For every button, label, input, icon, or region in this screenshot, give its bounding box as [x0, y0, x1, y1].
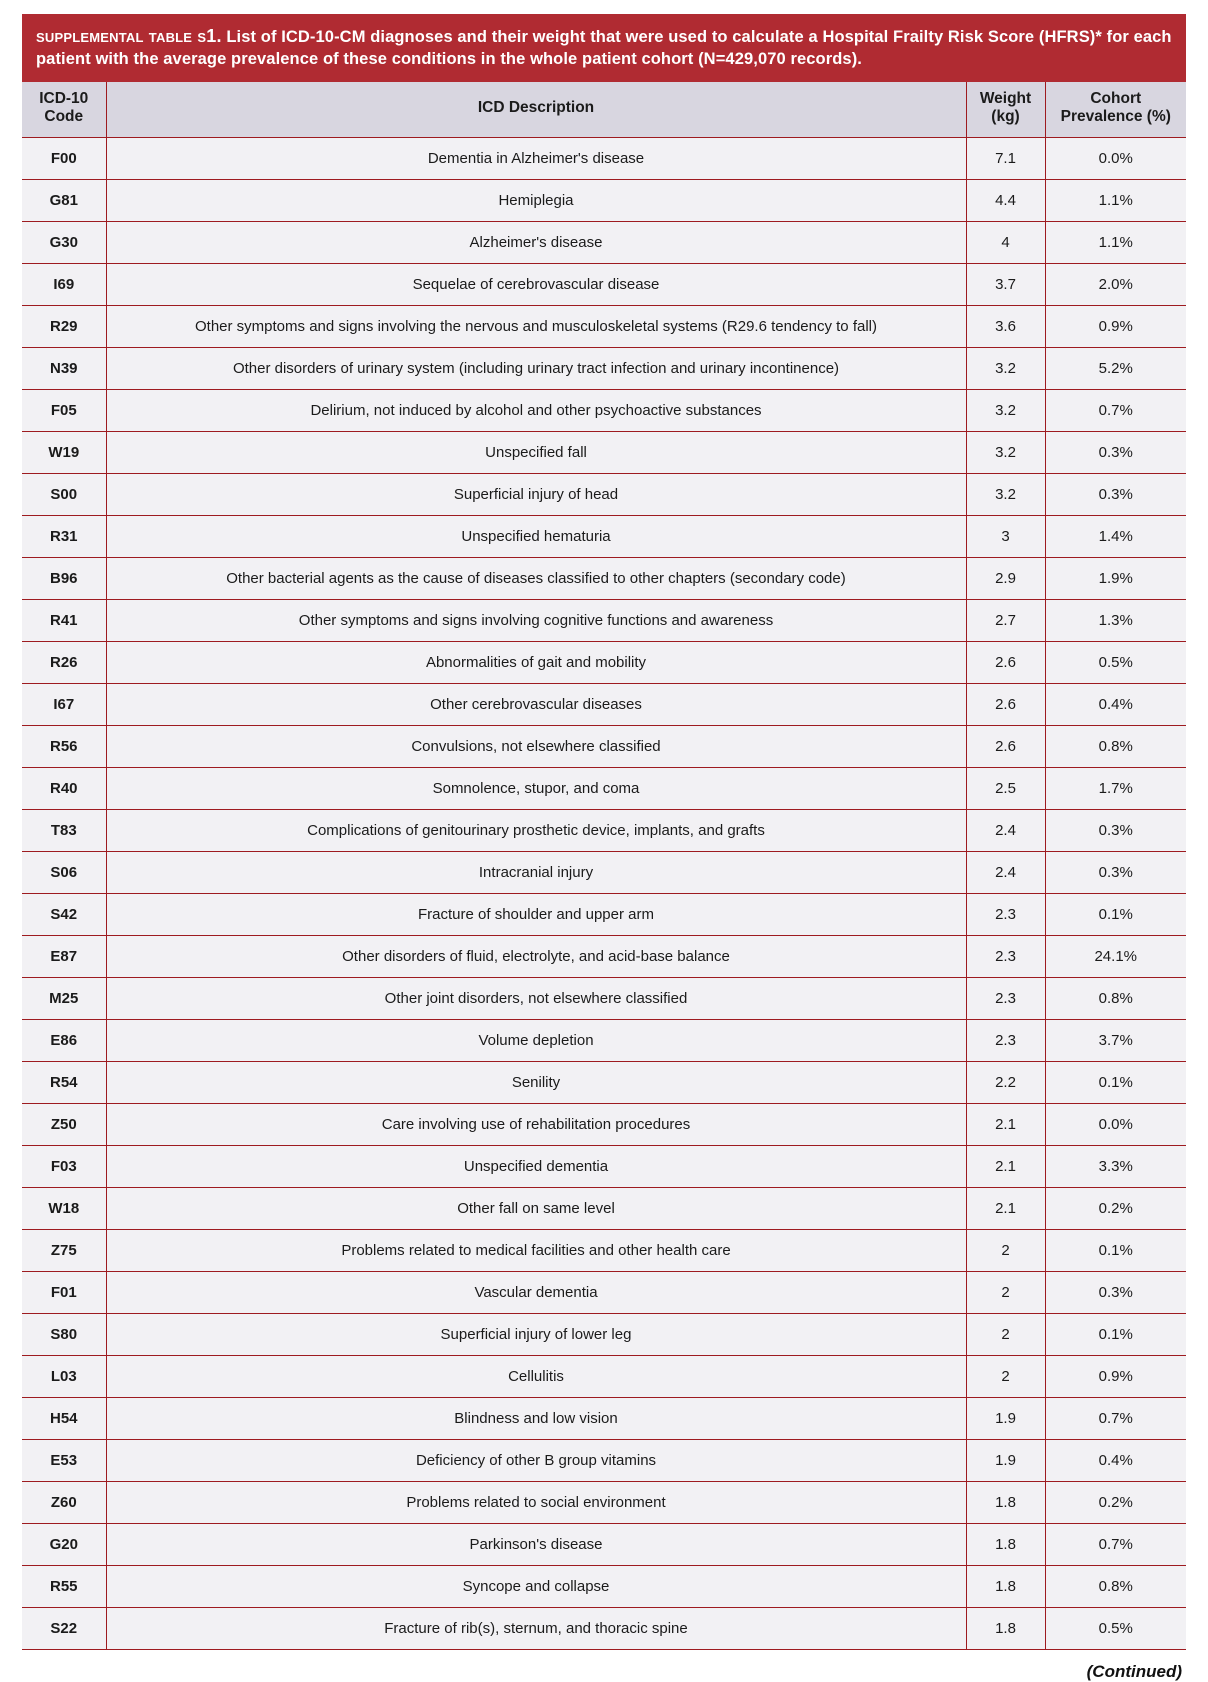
cell-icd-code: E53 [22, 1440, 106, 1482]
cell-icd-code: F01 [22, 1272, 106, 1314]
cell-icd-code: R55 [22, 1566, 106, 1608]
cell-icd-description: Senility [106, 1062, 966, 1104]
cell-icd-description: Other cerebrovascular diseases [106, 684, 966, 726]
cell-weight: 2.3 [966, 1020, 1045, 1062]
cell-cohort-prevalence: 0.4% [1045, 1440, 1186, 1482]
cell-icd-code: Z50 [22, 1104, 106, 1146]
cell-cohort-prevalence: 0.3% [1045, 1272, 1186, 1314]
cell-cohort-prevalence: 0.7% [1045, 390, 1186, 432]
cell-icd-code: B96 [22, 558, 106, 600]
cell-weight: 4.4 [966, 180, 1045, 222]
cell-weight: 2.2 [966, 1062, 1045, 1104]
table-row [22, 1062, 1186, 1104]
cell-icd-code: Z60 [22, 1482, 106, 1524]
column-header-icd-description: ICD Description [106, 82, 966, 138]
cell-cohort-prevalence: 0.3% [1045, 810, 1186, 852]
cell-weight: 3 [966, 516, 1045, 558]
icd-weights-table [22, 82, 1186, 1651]
cell-icd-code: I67 [22, 684, 106, 726]
table-row [22, 1524, 1186, 1566]
table-body [22, 138, 1186, 1650]
cell-icd-code: R54 [22, 1062, 106, 1104]
cell-cohort-prevalence: 1.4% [1045, 516, 1186, 558]
cell-icd-code: S22 [22, 1608, 106, 1650]
cell-icd-description: Other disorders of fluid, electrolyte, and acid-base balance [106, 936, 966, 978]
cell-cohort-prevalence: 0.8% [1045, 978, 1186, 1020]
cell-icd-description: Fracture of rib(s), sternum, and thoracic spine [106, 1608, 966, 1650]
table-row [22, 936, 1186, 978]
table-row [22, 852, 1186, 894]
cell-cohort-prevalence: 2.0% [1045, 264, 1186, 306]
cell-icd-description: Abnormalities of gait and mobility [106, 642, 966, 684]
cell-icd-description: Dementia in Alzheimer's disease [106, 138, 966, 180]
cell-weight: 2.4 [966, 810, 1045, 852]
table-row [22, 726, 1186, 768]
cell-icd-description: Superficial injury of head [106, 474, 966, 516]
cell-weight: 2.3 [966, 936, 1045, 978]
cell-icd-description: Parkinson's disease [106, 1524, 966, 1566]
cell-weight: 1.8 [966, 1608, 1045, 1650]
table-row [22, 1146, 1186, 1188]
cell-weight: 2 [966, 1356, 1045, 1398]
table-title-banner [22, 14, 1186, 82]
table-row [22, 432, 1186, 474]
cell-weight: 2.1 [966, 1104, 1045, 1146]
cell-icd-code: M25 [22, 978, 106, 1020]
cell-weight: 3.7 [966, 264, 1045, 306]
cell-icd-description: Blindness and low vision [106, 1398, 966, 1440]
cell-icd-description: Cellulitis [106, 1356, 966, 1398]
cell-cohort-prevalence: 0.1% [1045, 1230, 1186, 1272]
cell-weight: 2.1 [966, 1188, 1045, 1230]
cell-weight: 2.6 [966, 726, 1045, 768]
cell-cohort-prevalence: 3.3% [1045, 1146, 1186, 1188]
cell-weight: 3.2 [966, 390, 1045, 432]
column-header-icd-code: ICD-10 Code [22, 82, 106, 138]
cell-weight: 1.8 [966, 1566, 1045, 1608]
cell-icd-code: Z75 [22, 1230, 106, 1272]
table-row [22, 642, 1186, 684]
table-row [22, 1230, 1186, 1272]
cell-icd-code: I69 [22, 264, 106, 306]
cell-weight: 2.7 [966, 600, 1045, 642]
cell-weight: 2.3 [966, 894, 1045, 936]
cell-icd-code: E86 [22, 1020, 106, 1062]
table-row [22, 348, 1186, 390]
cell-weight: 2.6 [966, 684, 1045, 726]
cell-cohort-prevalence: 24.1% [1045, 936, 1186, 978]
cell-cohort-prevalence: 0.0% [1045, 138, 1186, 180]
cell-cohort-prevalence: 0.1% [1045, 894, 1186, 936]
cell-icd-code: S80 [22, 1314, 106, 1356]
table-row [22, 1608, 1186, 1650]
cell-weight: 2.5 [966, 768, 1045, 810]
cell-icd-code: R56 [22, 726, 106, 768]
cell-cohort-prevalence: 0.5% [1045, 642, 1186, 684]
cell-icd-description: Syncope and collapse [106, 1566, 966, 1608]
cell-cohort-prevalence: 0.7% [1045, 1398, 1186, 1440]
table-row [22, 768, 1186, 810]
cell-weight: 1.9 [966, 1440, 1045, 1482]
cell-icd-description: Unspecified hematuria [106, 516, 966, 558]
cell-weight: 4 [966, 222, 1045, 264]
cell-cohort-prevalence: 0.1% [1045, 1062, 1186, 1104]
cell-cohort-prevalence: 0.9% [1045, 306, 1186, 348]
table-row [22, 1188, 1186, 1230]
cell-icd-description: Volume depletion [106, 1020, 966, 1062]
table-row [22, 264, 1186, 306]
table-row [22, 684, 1186, 726]
cell-icd-description: Deficiency of other B group vitamins [106, 1440, 966, 1482]
cell-icd-description: Other fall on same level [106, 1188, 966, 1230]
cell-weight: 2.6 [966, 642, 1045, 684]
cell-icd-code: G81 [22, 180, 106, 222]
cell-cohort-prevalence: 0.7% [1045, 1524, 1186, 1566]
table-row [22, 558, 1186, 600]
cell-icd-code: F03 [22, 1146, 106, 1188]
cell-icd-code: R29 [22, 306, 106, 348]
table-row [22, 1440, 1186, 1482]
table-row [22, 810, 1186, 852]
cell-cohort-prevalence: 0.1% [1045, 1314, 1186, 1356]
cell-icd-description: Problems related to social environment [106, 1482, 966, 1524]
cell-cohort-prevalence: 0.2% [1045, 1188, 1186, 1230]
table-row [22, 1482, 1186, 1524]
cell-icd-description: Other joint disorders, not elsewhere classified [106, 978, 966, 1020]
cell-cohort-prevalence: 0.8% [1045, 1566, 1186, 1608]
table-row [22, 1020, 1186, 1062]
table-row [22, 1104, 1186, 1146]
cell-cohort-prevalence: 0.3% [1045, 852, 1186, 894]
cell-cohort-prevalence: 1.3% [1045, 600, 1186, 642]
cell-icd-code: S06 [22, 852, 106, 894]
cell-icd-description: Intracranial injury [106, 852, 966, 894]
cell-icd-description: Hemiplegia [106, 180, 966, 222]
cell-icd-description: Unspecified dementia [106, 1146, 966, 1188]
cell-weight: 1.9 [966, 1398, 1045, 1440]
cell-weight: 2.4 [966, 852, 1045, 894]
cell-cohort-prevalence: 0.9% [1045, 1356, 1186, 1398]
cell-icd-code: S00 [22, 474, 106, 516]
cell-weight: 2 [966, 1272, 1045, 1314]
cell-icd-code: F05 [22, 390, 106, 432]
cell-cohort-prevalence: 1.9% [1045, 558, 1186, 600]
cell-icd-code: S42 [22, 894, 106, 936]
cell-weight: 1.8 [966, 1482, 1045, 1524]
cell-cohort-prevalence: 0.4% [1045, 684, 1186, 726]
table-row [22, 1398, 1186, 1440]
cell-icd-description: Other disorders of urinary system (including urinary tract infection and urinary incontinence) [106, 348, 966, 390]
table-row [22, 1566, 1186, 1608]
cell-icd-description: Superficial injury of lower leg [106, 1314, 966, 1356]
cell-icd-description: Other symptoms and signs involving the nervous and musculoskeletal systems (R29.6 tendency to fall) [106, 306, 966, 348]
table-header [22, 82, 1186, 138]
page-title [36, 24, 1172, 71]
table-header-row [22, 82, 1186, 138]
cell-icd-code: G20 [22, 1524, 106, 1566]
cell-icd-description: Delirium, not induced by alcohol and other psychoactive substances [106, 390, 966, 432]
cell-cohort-prevalence: 0.3% [1045, 432, 1186, 474]
table-row [22, 600, 1186, 642]
cell-icd-code: W19 [22, 432, 106, 474]
cell-cohort-prevalence: 0.8% [1045, 726, 1186, 768]
table-row [22, 390, 1186, 432]
table-row [22, 306, 1186, 348]
cell-weight: 2.1 [966, 1146, 1045, 1188]
table-row [22, 1356, 1186, 1398]
cell-cohort-prevalence: 0.3% [1045, 474, 1186, 516]
cell-icd-code: L03 [22, 1356, 106, 1398]
table-row [22, 894, 1186, 936]
table-title-prefix: supplemental table s1. [36, 26, 222, 46]
cell-icd-code: E87 [22, 936, 106, 978]
cell-cohort-prevalence: 1.1% [1045, 222, 1186, 264]
cell-weight: 7.1 [966, 138, 1045, 180]
cell-weight: 3.2 [966, 474, 1045, 516]
cell-weight: 3.6 [966, 306, 1045, 348]
cell-icd-description: Care involving use of rehabilitation procedures [106, 1104, 966, 1146]
table-row [22, 516, 1186, 558]
cell-cohort-prevalence: 1.1% [1045, 180, 1186, 222]
table-row [22, 222, 1186, 264]
cell-cohort-prevalence: 0.5% [1045, 1608, 1186, 1650]
cell-icd-description: Other bacterial agents as the cause of diseases classified to other chapters (secondary code) [106, 558, 966, 600]
continued-note: (Continued) [1086, 1662, 1182, 1682]
cell-icd-description: Unspecified fall [106, 432, 966, 474]
column-header-cohort-prevalence: Cohort Prevalence (%) [1045, 82, 1186, 138]
cell-icd-description: Somnolence, stupor, and coma [106, 768, 966, 810]
cell-icd-description: Alzheimer's disease [106, 222, 966, 264]
cell-cohort-prevalence: 0.0% [1045, 1104, 1186, 1146]
cell-icd-code: N39 [22, 348, 106, 390]
cell-icd-code: W18 [22, 1188, 106, 1230]
cell-weight: 3.2 [966, 432, 1045, 474]
cell-cohort-prevalence: 5.2% [1045, 348, 1186, 390]
cell-icd-description: Fracture of shoulder and upper arm [106, 894, 966, 936]
cell-icd-description: Other symptoms and signs involving cognitive functions and awareness [106, 600, 966, 642]
cell-cohort-prevalence: 3.7% [1045, 1020, 1186, 1062]
table-row [22, 138, 1186, 180]
cell-weight: 1.8 [966, 1524, 1045, 1566]
table-row [22, 978, 1186, 1020]
cell-icd-code: H54 [22, 1398, 106, 1440]
cell-icd-description: Problems related to medical facilities and other health care [106, 1230, 966, 1272]
cell-icd-code: R26 [22, 642, 106, 684]
cell-icd-description: Convulsions, not elsewhere classified [106, 726, 966, 768]
cell-icd-code: R31 [22, 516, 106, 558]
cell-weight: 3.2 [966, 348, 1045, 390]
cell-icd-code: T83 [22, 810, 106, 852]
table-row [22, 474, 1186, 516]
cell-weight: 2.9 [966, 558, 1045, 600]
cell-icd-description: Complications of genitourinary prosthetic device, implants, and grafts [106, 810, 966, 852]
cell-weight: 2.3 [966, 978, 1045, 1020]
cell-icd-code: G30 [22, 222, 106, 264]
table-row [22, 1272, 1186, 1314]
cell-icd-description: Vascular dementia [106, 1272, 966, 1314]
cell-icd-code: F00 [22, 138, 106, 180]
cell-icd-code: R40 [22, 768, 106, 810]
column-header-weight: Weight (kg) [966, 82, 1045, 138]
table-row [22, 1314, 1186, 1356]
table-title-body: List of ICD-10-CM diagnoses and their weight that were used to calculate a Hospital Frailty Risk Score (HFRS)* for each patient with the average prevalence of these conditions in the whole patient cohort (N=429,070 records). [36, 28, 1172, 69]
cell-cohort-prevalence: 1.7% [1045, 768, 1186, 810]
cell-icd-code: R41 [22, 600, 106, 642]
cell-weight: 2 [966, 1230, 1045, 1272]
table-row [22, 180, 1186, 222]
cell-cohort-prevalence: 0.2% [1045, 1482, 1186, 1524]
cell-weight: 2 [966, 1314, 1045, 1356]
cell-icd-description: Sequelae of cerebrovascular disease [106, 264, 966, 306]
